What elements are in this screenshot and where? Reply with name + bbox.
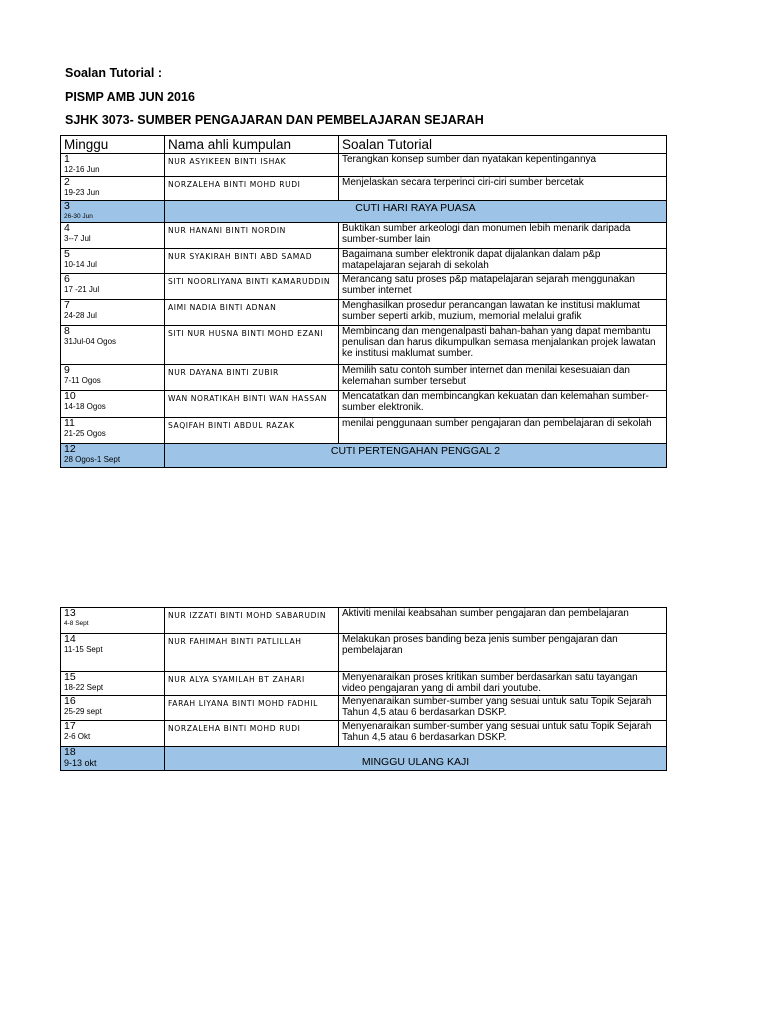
member-name: SITI NOORLIYANA BINTI KAMARUDDIN — [168, 277, 331, 286]
tutorial-question: Aktiviti menilai keabsahan sumber pengajaran dan pembelajaran — [342, 608, 629, 619]
week-cell — [61, 177, 165, 201]
question-cell — [339, 721, 667, 747]
member-name-cell — [165, 696, 339, 721]
member-name-cell — [165, 249, 339, 274]
week-cell — [61, 444, 165, 468]
member-name: NORZALEHA BINTI MOHD RUDI — [168, 724, 301, 733]
header-minggu: Minggu — [61, 136, 165, 154]
week-number: 16 — [64, 695, 76, 707]
tutorial-question: Menjelaskan secara terperinci ciri-ciri sumber bercetak — [342, 177, 584, 188]
week-number: 2 — [64, 176, 70, 188]
member-name: NUR DAYANA BINTI ZUBIR — [168, 368, 279, 377]
week-dates: 31Jul-04 Ogos — [64, 337, 117, 346]
tutorial-question: Menyenaraikan sumber-sumber yang sesuai untuk satu Topik Sejarah Tahun 4,5 atau 6 berdasarkan DSKP. — [342, 696, 652, 718]
week-cell — [61, 608, 165, 634]
member-name-cell — [165, 608, 339, 634]
tutorial-question: Terangkan konsep sumber dan nyatakan kepentingannya — [342, 154, 597, 165]
week-cell — [61, 721, 165, 747]
table-row — [61, 274, 667, 300]
week-cell — [61, 201, 165, 223]
member-name-cell — [165, 672, 339, 696]
question-cell — [339, 249, 667, 274]
week-number: 3 — [64, 200, 70, 212]
week-cell — [61, 418, 165, 444]
member-name: NUR IZZATI BINTI MOHD SABARUDIN — [168, 611, 327, 620]
table-row — [61, 154, 667, 177]
header-nama: Nama ahli kumpulan — [165, 136, 339, 154]
member-name: FARAH LIYANA BINTI MOHD FADHIL — [168, 699, 318, 708]
member-name: NUR HANANI BINTI NORDIN — [168, 226, 286, 235]
member-name: NUR ALYA SYAMILAH BT ZAHARI — [168, 675, 305, 684]
member-name-cell — [165, 326, 339, 365]
table-row — [61, 249, 667, 274]
week-dates: 18-22 Sept — [64, 683, 104, 692]
week-dates: 26-30 Jun — [64, 213, 93, 220]
week-number: 18 — [64, 746, 76, 758]
question-cell — [339, 326, 667, 365]
member-name-cell — [165, 177, 339, 201]
member-name: NORZALEHA BINTI MOHD RUDI — [168, 180, 301, 189]
table-header-row — [61, 136, 667, 154]
week-number: 8 — [64, 325, 70, 337]
holiday-label: CUTI PERTENGAHAN PENGGAL 2 — [165, 444, 667, 468]
week-cell — [61, 634, 165, 672]
week-dates: 12-16 Jun — [64, 165, 100, 174]
week-number: 10 — [64, 390, 76, 402]
question-cell — [339, 672, 667, 696]
member-name: NUR FAHIMAH BINTI PATLILLAH — [168, 637, 302, 646]
member-name-cell — [165, 634, 339, 672]
question-cell — [339, 418, 667, 444]
table-row — [61, 721, 667, 747]
week-cell — [61, 326, 165, 365]
question-cell — [339, 274, 667, 300]
table-row — [61, 672, 667, 696]
holiday-label: CUTI HARI RAYA PUASA — [165, 201, 667, 223]
table-row — [61, 223, 667, 249]
question-cell — [339, 300, 667, 326]
holiday-row — [61, 201, 667, 223]
tutorial-question: Membincang dan mengenalpasti bahan-bahan yang dapat membantu penulisan dan harus dikumpulkan semasa menjalankan projek lawatan ke institusi maklumat sumber. — [342, 326, 656, 359]
programme-heading: PISMP AMB JUN 2016 — [65, 90, 195, 104]
member-name: WAN NORATIKAH BINTI WAN HASSAN — [168, 394, 328, 403]
member-name-cell — [165, 365, 339, 391]
week-number: 17 — [64, 720, 76, 732]
member-name: SAQIFAH BINTI ABDUL RAZAK — [168, 421, 295, 430]
member-name-cell — [165, 418, 339, 444]
holiday-row — [61, 747, 667, 771]
table-row — [61, 300, 667, 326]
table-row — [61, 326, 667, 365]
week-number: 1 — [64, 153, 70, 165]
member-name-cell — [165, 300, 339, 326]
week-number: 5 — [64, 248, 70, 260]
question-cell — [339, 365, 667, 391]
table-row — [61, 391, 667, 418]
week-number: 14 — [64, 633, 76, 645]
tutorial-question: Melakukan proses banding beza jenis sumber pengajaran dan pembelajaran — [342, 634, 618, 656]
week-dates: 25-29 sept — [64, 707, 102, 716]
week-dates: 9-13 okt — [64, 758, 97, 768]
week-dates: 17 -21 Jul — [64, 285, 100, 294]
week-number: 4 — [64, 222, 70, 234]
schedule-table-2 — [60, 607, 667, 771]
tutorial-question: Bagaimana sumber elektronik dapat dijalankan dalam p&p matapelajaran sejarah di sekolah — [342, 249, 601, 271]
week-dates: 7-11 Ogos — [64, 376, 101, 385]
schedule-table-1 — [60, 135, 667, 468]
member-name-cell — [165, 391, 339, 418]
member-name: NUR ASYIKEEN BINTI ISHAK — [168, 157, 287, 166]
tutorial-question: menilai penggunaan sumber pengajaran dan pembelajaran di sekolah — [342, 418, 652, 429]
table-row — [61, 608, 667, 634]
week-dates: 19-23 Jun — [64, 188, 100, 197]
week-dates: 24-28 Jul — [64, 311, 97, 320]
member-name: AIMI NADIA BINTI ADNAN — [168, 303, 277, 312]
week-cell — [61, 696, 165, 721]
week-cell — [61, 249, 165, 274]
week-number: 15 — [64, 671, 76, 683]
question-cell — [339, 608, 667, 634]
question-cell — [339, 177, 667, 201]
member-name-cell — [165, 274, 339, 300]
member-name-cell — [165, 721, 339, 747]
week-cell — [61, 154, 165, 177]
member-name-cell — [165, 223, 339, 249]
week-number: 13 — [64, 607, 76, 619]
question-cell — [339, 634, 667, 672]
tutorial-question: Merancang satu proses p&p matapelajaran sejarah menggunakan sumber internet — [342, 274, 635, 296]
table-row — [61, 365, 667, 391]
week-number: 11 — [64, 417, 75, 429]
week-dates: 28 Ogos-1 Sept — [64, 455, 121, 464]
member-name: SITI NUR HUSNA BINTI MOHD EZANI — [168, 329, 324, 338]
tutorial-question: Menghasilkan prosedur perancangan lawatan ke institusi maklumat sumber seperti arkib, muzium, memorial melalui grafik — [342, 300, 640, 322]
week-cell — [61, 274, 165, 300]
week-number: 9 — [64, 364, 70, 376]
week-cell — [61, 391, 165, 418]
week-cell — [61, 365, 165, 391]
tutorial-question: Memilih satu contoh sumber internet dan menilai kesesuaian dan kelemahan sumber tersebut — [342, 365, 630, 387]
week-number: 6 — [64, 273, 70, 285]
week-dates: 14-18 Ogos — [64, 402, 106, 411]
week-cell — [61, 300, 165, 326]
member-name: NUR SYAKIRAH BINTI ABD SAMAD — [168, 252, 313, 261]
week-number: 12 — [64, 443, 76, 455]
table-row — [61, 696, 667, 721]
question-cell — [339, 391, 667, 418]
question-cell — [339, 223, 667, 249]
tutorial-heading: Soalan Tutorial : — [65, 66, 162, 80]
week-cell — [61, 223, 165, 249]
table-row — [61, 177, 667, 201]
holiday-row — [61, 444, 667, 468]
tutorial-question: Menyenaraikan proses kritikan sumber berdasarkan satu tayangan video pengajaran yang di ambil dari youtube. — [342, 672, 638, 694]
question-cell — [339, 154, 667, 177]
week-dates: 21-25 Ogos — [64, 429, 106, 438]
week-dates: 2-6 Okt — [64, 732, 91, 741]
question-cell — [339, 696, 667, 721]
tutorial-question: Mencatatkan dan membincangkan kekuatan dan kelemahan sumber-sumber elektronik. — [342, 391, 649, 413]
week-number: 7 — [64, 299, 70, 311]
week-cell — [61, 672, 165, 696]
tutorial-question: Buktikan sumber arkeologi dan monumen lebih menarik daripada sumber-sumber lain — [342, 223, 631, 245]
week-cell — [61, 747, 165, 771]
holiday-label: MINGGU ULANG KAJI — [165, 747, 667, 771]
table-row — [61, 418, 667, 444]
table-row — [61, 634, 667, 672]
course-heading: SJHK 3073- SUMBER PENGAJARAN DAN PEMBELAJARAN SEJARAH — [65, 113, 484, 127]
member-name-cell — [165, 154, 339, 177]
week-dates: 11-15 Sept — [64, 645, 103, 654]
header-soalan: Soalan Tutorial — [339, 136, 667, 154]
week-dates: 4-8 Sept — [64, 620, 89, 627]
week-dates: 3--7 Jul — [64, 234, 91, 243]
week-dates: 10-14 Jul — [64, 260, 97, 269]
tutorial-question: Menyenaraikan sumber-sumber yang sesuai untuk satu Topik Sejarah Tahun 4,5 atau 6 berdasarkan DSKP. — [342, 721, 652, 743]
